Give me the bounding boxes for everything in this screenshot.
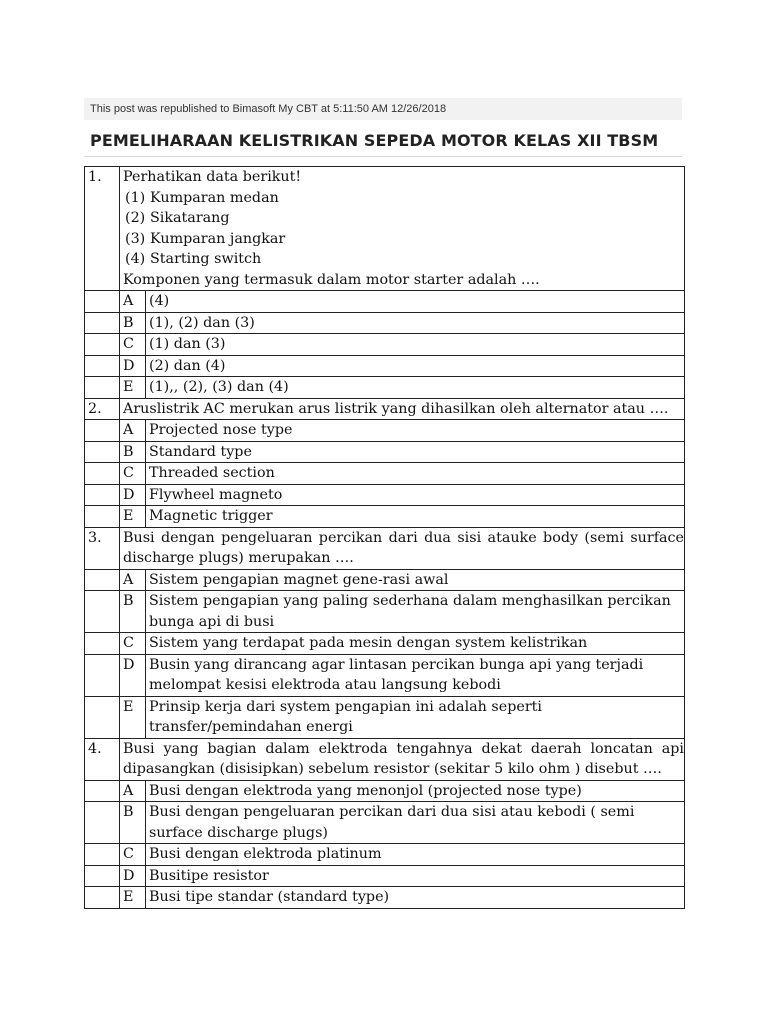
option-text: (4) [146, 291, 685, 313]
question-text [120, 167, 685, 291]
option-letter: A [120, 780, 146, 802]
option-row [85, 441, 685, 463]
option-text: Threaded section [146, 463, 685, 485]
option-letter: B [120, 591, 146, 633]
republish-notice: This post was republished to Bimasoft My CBT at 5:11:50 AM 12/26/2018 [84, 98, 682, 120]
option-row [85, 569, 685, 591]
option-letter: C [120, 463, 146, 485]
question-stem: Busi yang bagian dalam elektroda tengahnya dekat daerah loncatan api dipasangkan (disisipkan) sebelum resistor (sekitar 5 kilo ohm ) disebut …. [120, 738, 685, 780]
option-text: (1) dan (3) [146, 334, 685, 356]
title-divider [84, 156, 682, 157]
list-item: (2) Sikatarang [125, 210, 230, 226]
option-letter: B [120, 441, 146, 463]
question-intro: Perhatikan data berikut! [123, 169, 302, 185]
option-text: Busi dengan pengeluaran percikan dari dua sisi atau kebodi ( semi surface discharge plugs) [146, 802, 685, 844]
option-letter: E [120, 377, 146, 399]
option-text: Flywheel magneto [146, 484, 685, 506]
option-text: Magnetic trigger [146, 506, 685, 528]
option-row [85, 377, 685, 399]
option-text: Busitipe resistor [146, 865, 685, 887]
list-item: (1) Kumparan medan [125, 189, 279, 206]
option-letter: A [120, 291, 146, 313]
option-row [85, 887, 685, 909]
question-stem: Aruslistrik AC merukan arus listrik yang dihasilkan oleh alternator atau …. [120, 398, 685, 420]
option-letter: D [120, 654, 146, 696]
option-text: Sistem pengapian yang paling sederhana dalam menghasilkan percikan bunga api di busi [146, 591, 685, 633]
document-title: PEMELIHARAAN KELISTRIKAN SEPEDA MOTOR KELAS XII TBSM [90, 131, 659, 150]
option-text: (1),, (2), (3) dan (4) [146, 377, 685, 399]
question-row [85, 398, 685, 420]
option-letter: A [120, 569, 146, 591]
list-item: (3) Kumparan jangkar [125, 230, 286, 247]
option-text: Busi dengan elektroda yang menonjol (projected nose type) [146, 780, 685, 802]
option-row [85, 420, 685, 442]
question-row [85, 167, 685, 291]
option-row [85, 654, 685, 696]
question-number: 4. [85, 738, 120, 780]
question-stem: Busi dengan pengeluaran percikan dari dua sisi atauke body (semi surface discharge plugs) merupakan …. [120, 527, 685, 569]
question-stem: Komponen yang termasuk dalam motor starter adalah …. [123, 271, 540, 288]
option-row [85, 802, 685, 844]
option-text: (2) dan (4) [146, 355, 685, 377]
question-number: 2. [85, 398, 120, 420]
option-letter: E [120, 696, 146, 738]
option-text: (1), (2) dan (3) [146, 312, 685, 334]
option-row [85, 312, 685, 334]
option-row [85, 865, 685, 887]
option-letter: C [120, 844, 146, 866]
option-letter: D [120, 865, 146, 887]
question-row [85, 527, 685, 569]
option-text: Standard type [146, 441, 685, 463]
question-row [85, 738, 685, 780]
option-row [85, 484, 685, 506]
list-item: (4) Starting switch [125, 251, 262, 267]
option-row [85, 506, 685, 528]
option-letter: B [120, 802, 146, 844]
quiz-table [84, 166, 685, 909]
option-row [85, 780, 685, 802]
option-letter: C [120, 334, 146, 356]
option-row [85, 334, 685, 356]
option-row [85, 633, 685, 655]
option-row [85, 844, 685, 866]
option-row [85, 355, 685, 377]
option-text: Projected nose type [146, 420, 685, 442]
option-letter: C [120, 633, 146, 655]
option-letter: D [120, 355, 146, 377]
option-text: Sistem pengapian magnet gene-rasi awal [146, 569, 685, 591]
option-letter: A [120, 420, 146, 442]
option-row [85, 291, 685, 313]
option-text: Sistem yang terdapat pada mesin dengan system kelistrikan [146, 633, 685, 655]
option-row [85, 591, 685, 633]
option-text: Prinsip kerja dari system pengapian ini adalah seperti transfer/pemindahan energi [146, 696, 685, 738]
option-letter: B [120, 312, 146, 334]
option-row [85, 463, 685, 485]
option-letter: E [120, 506, 146, 528]
option-letter: E [120, 887, 146, 909]
option-text: Busi dengan elektroda platinum [146, 844, 685, 866]
question-number: 3. [85, 527, 120, 569]
question-number: 1. [85, 167, 120, 291]
option-text: Busi tipe standar (standard type) [146, 887, 685, 909]
option-row [85, 696, 685, 738]
option-letter: D [120, 484, 146, 506]
option-text: Busin yang dirancang agar lintasan percikan bunga api yang terjadi melompat kesisi elektroda atau langsung kebodi [146, 654, 685, 696]
